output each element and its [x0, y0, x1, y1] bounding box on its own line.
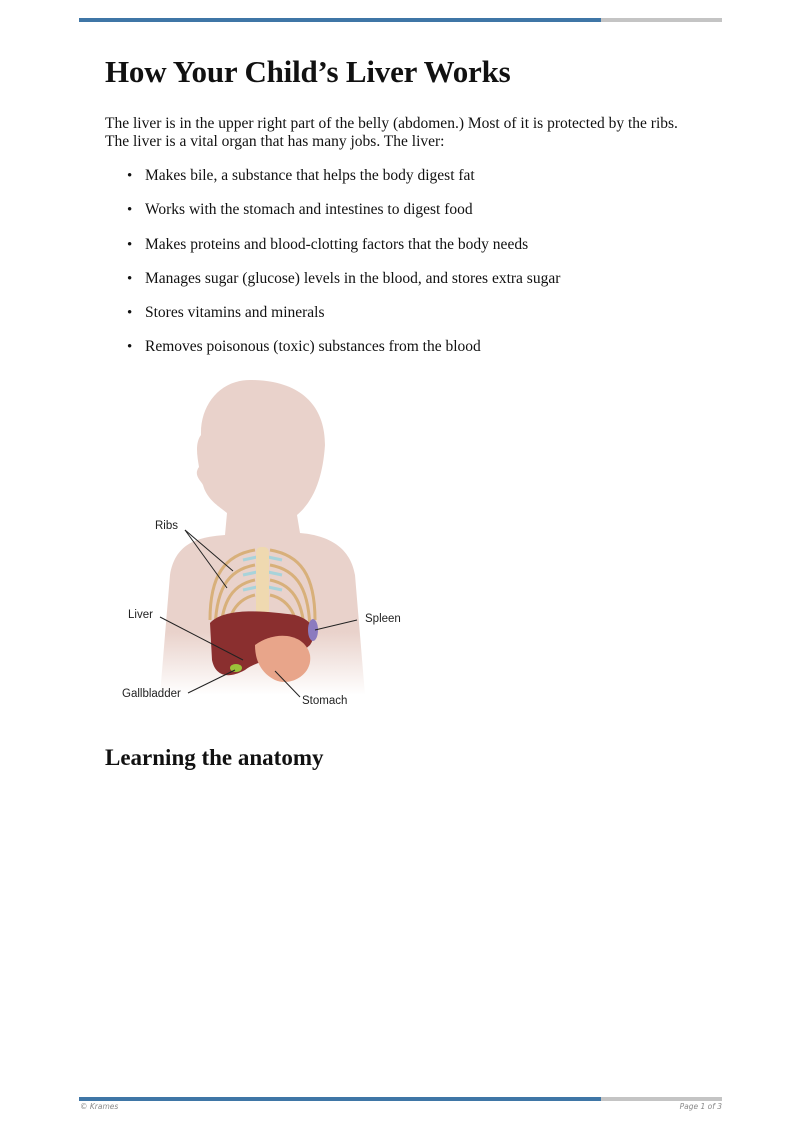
child-torso-illustration — [115, 375, 415, 730]
list-item: • Works with the stomach and intestines to digest food — [105, 200, 560, 234]
liver-jobs-list — [105, 166, 560, 372]
label-spleen: Spleen — [365, 613, 401, 625]
header-divider-bar — [79, 18, 722, 22]
label-ribs: Ribs — [155, 520, 179, 532]
divider-secondary — [601, 18, 722, 22]
list-item: • Makes proteins and blood-clotting factors that the body needs — [105, 235, 560, 269]
page-title: How Your Child’s Liver Works — [105, 54, 511, 89]
label-stomach: Stomach — [302, 695, 348, 707]
list-item: • Stores vitamins and minerals — [105, 303, 560, 337]
list-item: • Makes bile, a substance that helps the body digest fat — [105, 166, 560, 200]
liver-anatomy-illustration — [115, 375, 415, 730]
divider-primary — [79, 1097, 601, 1101]
label-gallbladder: Gallbladder — [122, 688, 181, 700]
footer-page-number: Page 1 of 3 — [679, 1102, 722, 1111]
intro-paragraph: The liver is in the upper right part of the belly (abdomen.) Most of it is protected by the ribs. The liver is a vital organ that has many jobs. The liver: — [105, 115, 678, 150]
divider-primary — [79, 18, 601, 22]
list-item: • Removes poisonous (toxic) substances from the blood — [105, 337, 560, 371]
list-item: • Manages sugar (glucose) levels in the blood, and stores extra sugar — [105, 269, 560, 303]
footer-divider-bar — [79, 1097, 722, 1101]
label-liver: Liver — [128, 609, 153, 621]
divider-secondary — [601, 1097, 722, 1101]
footer-copyright: © Krames — [80, 1102, 119, 1111]
section-heading: Learning the anatomy — [105, 745, 324, 770]
